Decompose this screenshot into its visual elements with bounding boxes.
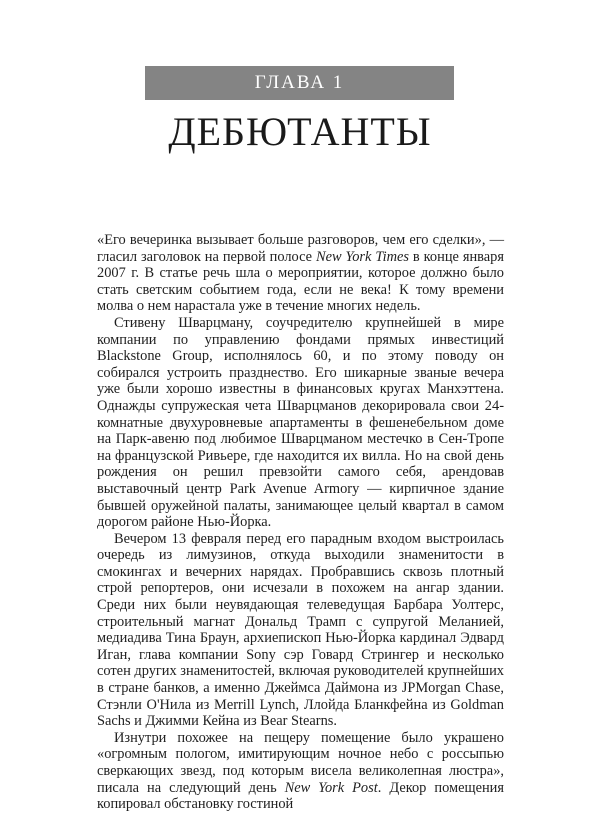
paragraph — [97, 531, 504, 730]
text-run: . Декор помещения копировал обстановку гостиной — [97, 779, 504, 813]
paragraph — [97, 730, 504, 813]
body-text — [97, 232, 504, 813]
text-run: Вечером 13 февраля перед его парадным входом выстроилась очередь из лимузинов, откуда выходили знаменитости в смокингах и вечерних нарядах. Пробравшись сквозь плотный строй репортеров, они исчезали в похожем на ангар здании. Среди них были неувядающая телеведущая Барбара Уолтерс, строительный магнат Дональд Трамп с супругой Меланией, медиадива Тина Браун, архиепископ Нью-Йорка кардинал Эдвард Иган, глава компании Sony сэр Говард Стрингер и несколько сотен других знаменитостей, включая руководителей крупнейших в стране банков, а именно Джеймса Даймона из JPMorgan Chase, Стэнли О'Нила из Merrill Lynch, Ллойда Бланкфейна из Goldman Sachs и Джимми Кейна из Bear Stearns. — [97, 530, 504, 730]
text-run: Изнутри похожее на пещеру помещение было украшено «огромным пологом, имитирующим ночное небо с россыпью сверкающих звезд, под которым висела великолепная люстра», писала на следующий день — [97, 729, 504, 796]
paragraph — [97, 232, 504, 315]
publication-name: New York Post — [284, 779, 378, 796]
text-run: «Его вечеринка вызывает больше разговоров, чем его сделки», — гласил заголовок на первой полосе — [97, 232, 504, 265]
chapter-number: ГЛАВА 1 — [254, 72, 345, 93]
publication-name: New York Times — [316, 248, 409, 265]
chapter-number-band — [145, 66, 454, 100]
paragraph — [97, 315, 504, 531]
chapter-title: ДЕБЮТАНТЫ — [168, 109, 432, 154]
text-run: Стивену Шварцману, соучредителю крупнейшей в мире компании по управлению фондами прямых инвестиций Blackstone Group, исполнялось 60, и по этому поводу он собирался устроить празднество. Его шикарные званые вечера уже были хорошо известны в финансовых кругах Манхэттена. Однажды супружеская чета Шварцманов декорировала свои 24-комнатные двухуровневые апартаменты в фешенебельном доме на Парк-авеню под любимое Шварцманом местечко в Сен-Тропе на французской Ривьере, где находится их вилла. Но на свой день рождения он решил превзойти самого себя, арендовав выставочный центр Park Avenue Armory — кирпичное здание бывшей оружейной палаты, занимающее целый квартал в самом дорогом районе Нью-Йорка. — [97, 314, 504, 531]
text-run: в конце января 2007 г. В статье речь шла о мероприятии, которое должно было стать светским событием года, если не века! К тому времени молва о нем нарастала уже в течение многих недель. — [97, 248, 504, 315]
